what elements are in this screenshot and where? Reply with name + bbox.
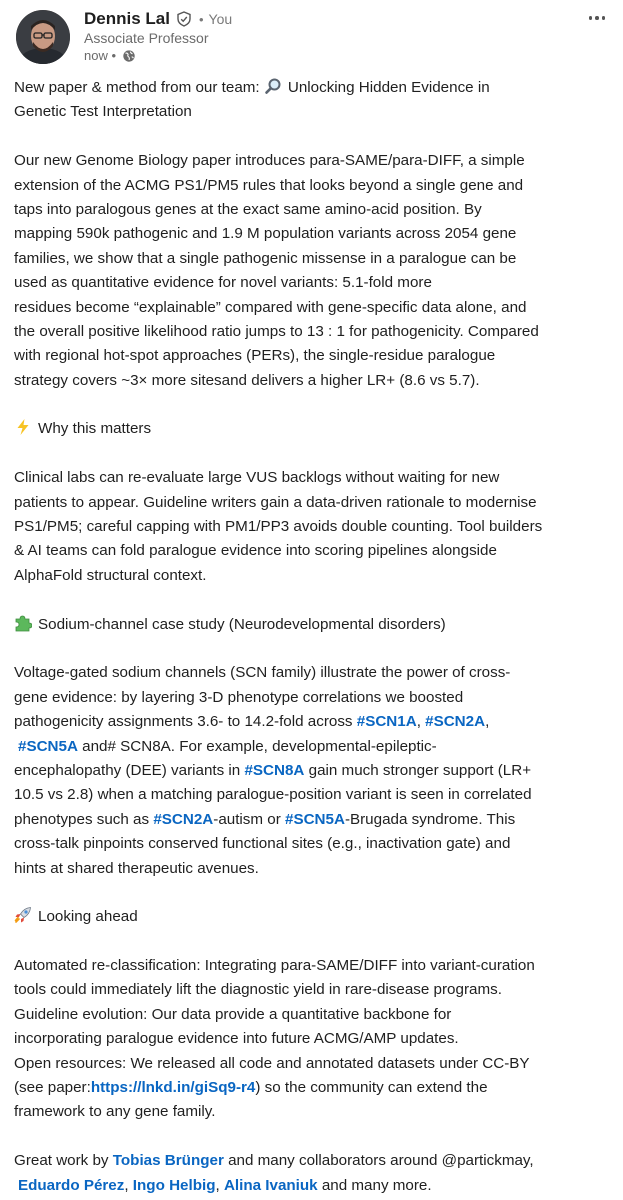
paragraph-1-line: extension of the ACMG PS1/PM5 rules that looks beyond a single gene and: [14, 176, 524, 194]
paragraph-5-line: [14, 1174, 618, 1198]
more-options-button[interactable]: [585, 8, 609, 28]
magnifying-glass-icon: [264, 77, 282, 95]
text: ,: [124, 1176, 133, 1194]
paragraph-4-line: framework to any gene family.: [14, 1103, 216, 1121]
text: and many more.: [317, 1176, 432, 1194]
hashtag-scn2a[interactable]: #SCN2A: [153, 810, 214, 828]
paragraph-2-line: & AI teams can fold paralogue evidence into scoring pipelines alongside: [14, 542, 497, 560]
relation-label: You: [208, 11, 233, 27]
mention-eduardo-perez[interactable]: Eduardo Pérez: [18, 1176, 125, 1194]
lightning-icon: [14, 418, 32, 436]
paragraph-1-line: used as quantitative evidence for novel variants: 5.1-fold more: [14, 274, 432, 292]
text: (see paper:: [14, 1079, 91, 1097]
text: -autism or: [213, 810, 285, 828]
mention-ingo-helbig[interactable]: Ingo Helbig: [132, 1176, 216, 1194]
case-heading: [14, 613, 618, 637]
paragraph-1-line: families, we show that a single pathogenic missense in a paralogue can be: [14, 249, 517, 267]
paragraph-3-line: gene evidence: by layering 3-D phenotype correlations we boosted: [14, 688, 464, 706]
paragraph-2-line: patients to appear. Guideline writers gain a data-driven rationale to modernise: [14, 493, 537, 511]
author-name-row: [84, 8, 232, 30]
intro-line-2: Genetic Test Interpretation: [14, 103, 192, 121]
paragraph-2-line: AlphaFold structural context.: [14, 566, 207, 584]
hashtag-scn5a[interactable]: #SCN5A: [285, 810, 345, 828]
paper-link[interactable]: https://lnkd.in/giSq9-r4: [90, 1079, 256, 1097]
paragraph-1-line: taps into paralogous genes at the exact same amino-acid position. By: [14, 200, 482, 218]
post-body: [14, 76, 618, 1198]
paragraph-1-line: residues become “explainable” compared with gene-specific data alone, and: [14, 298, 527, 316]
paragraph-3-line: Voltage-gated sodium channels (SCN family) illustrate the power of cross-: [14, 664, 511, 682]
text: ,: [485, 713, 490, 731]
post-meta: [84, 48, 136, 63]
paragraph-1-line: the overall positive likelihood ratio jumps to 13 : 1 for pathogenicity. Compared: [14, 322, 539, 340]
intro-text: New paper & method from our team:: [14, 79, 264, 96]
author-headline: Associate Professor: [84, 30, 209, 46]
more-dot: [602, 16, 606, 20]
more-dot: [595, 16, 599, 20]
paragraph-3-line: cross-talk pinpoints conserved functional sites (e.g., inactivation gate) and: [14, 835, 511, 853]
ahead-heading-text: Looking ahead: [38, 908, 138, 926]
paragraph-4-line: Guideline evolution: Our data provide a quantitative backbone for: [14, 1005, 452, 1023]
author-name[interactable]: Dennis Lal: [84, 9, 170, 28]
text: -Brugada syndrome. This: [344, 810, 516, 828]
mention-tobias-brunger[interactable]: Tobias Brünger: [112, 1152, 224, 1170]
hashtag-scn5a[interactable]: #SCN5A: [18, 737, 78, 755]
paragraph-3-line: 10.5 vs 2.8) when a matching paralogue-position variant is seen in correlated: [14, 786, 532, 804]
paragraph-4-line: Open resources: We released all code and annotated datasets under CC-BY: [14, 1054, 530, 1072]
post-time: now •: [84, 48, 117, 63]
hashtag-scn2a[interactable]: #SCN2A: [425, 713, 486, 731]
author-avatar[interactable]: [16, 10, 70, 64]
hashtag-scn8a[interactable]: #SCN8A: [244, 761, 305, 779]
text: and# SCN8A. For example, developmental-epileptic-: [77, 737, 437, 755]
paragraph-3-line: [14, 808, 618, 832]
text: pathogenicity assignments 3.6- to 14.2-fold across: [14, 713, 357, 731]
paragraph-1-line: strategy covers ~3× more sitesand delivers a higher LR+ (8.6 vs 5.7).: [14, 371, 480, 389]
paragraph-3-line: [14, 759, 618, 783]
text: gain much stronger support (LR+: [304, 761, 532, 779]
globe-icon: [122, 49, 136, 63]
text: encephalopathy (DEE) variants in: [14, 761, 245, 779]
text: ) so the community can extend the: [255, 1079, 488, 1097]
paragraph-1-line: with regional hot-spot approaches (PERs), the single-residue paralogue: [14, 347, 496, 365]
case-heading-text: Sodium-channel case study (Neurodevelopmental disorders): [38, 615, 446, 633]
paragraph-4-line: incorporating paralogue evidence into future ACMG/AMP updates.: [14, 1030, 459, 1048]
paragraph-5-line: [14, 1149, 618, 1173]
text: and many collaborators around @partickmay,: [223, 1152, 534, 1170]
post-header: [0, 0, 623, 72]
paragraph-4-line: tools could immediately lift the diagnostic yield in rare-disease programs.: [14, 981, 502, 999]
intro-title: Unlocking Hidden Evidence in: [287, 79, 490, 96]
text: ,: [416, 713, 426, 731]
more-horizontal-icon: [589, 16, 593, 20]
why-heading-text: Why this matters: [38, 420, 152, 438]
ahead-heading: [14, 905, 618, 929]
paragraph-1-line: Our new Genome Biology paper introduces para-SAME/para-DIFF, a simple: [14, 152, 525, 170]
hashtag-scn1a[interactable]: #SCN1A: [356, 713, 417, 731]
rocket-icon: [14, 906, 32, 924]
why-heading: [14, 417, 618, 441]
mention-alina-ivaniuk[interactable]: Alina Ivaniuk: [223, 1176, 318, 1194]
text: Great work by: [14, 1152, 113, 1170]
text: phenotypes such as: [14, 810, 154, 828]
puzzle-piece-icon: [14, 614, 32, 632]
paragraph-2-line: PS1/PM5; careful capping with PM1/PP3 avoids double counting. Tool builders: [14, 518, 543, 536]
paragraph-3-line: [14, 710, 618, 734]
paragraph-3-line: hints at shared therapeutic avenues.: [14, 859, 259, 877]
name-separator: •: [198, 11, 204, 27]
verified-shield-icon: [176, 11, 192, 27]
paragraph-3-line: [14, 735, 618, 759]
paragraph-2-line: Clinical labs can re-evaluate large VUS backlogs without waiting for new: [14, 469, 500, 487]
paragraph-4-line: Automated re-classification: Integrating para-SAME/DIFF into variant-curation: [14, 957, 535, 975]
intro-line-1: [14, 76, 618, 100]
profile-photo: [16, 10, 70, 64]
paragraph-1-line: mapping 590k pathogenic and 1.9 M population variants across 2054 gene: [14, 225, 517, 243]
paragraph-4-line: [14, 1076, 618, 1100]
text: ,: [215, 1176, 224, 1194]
